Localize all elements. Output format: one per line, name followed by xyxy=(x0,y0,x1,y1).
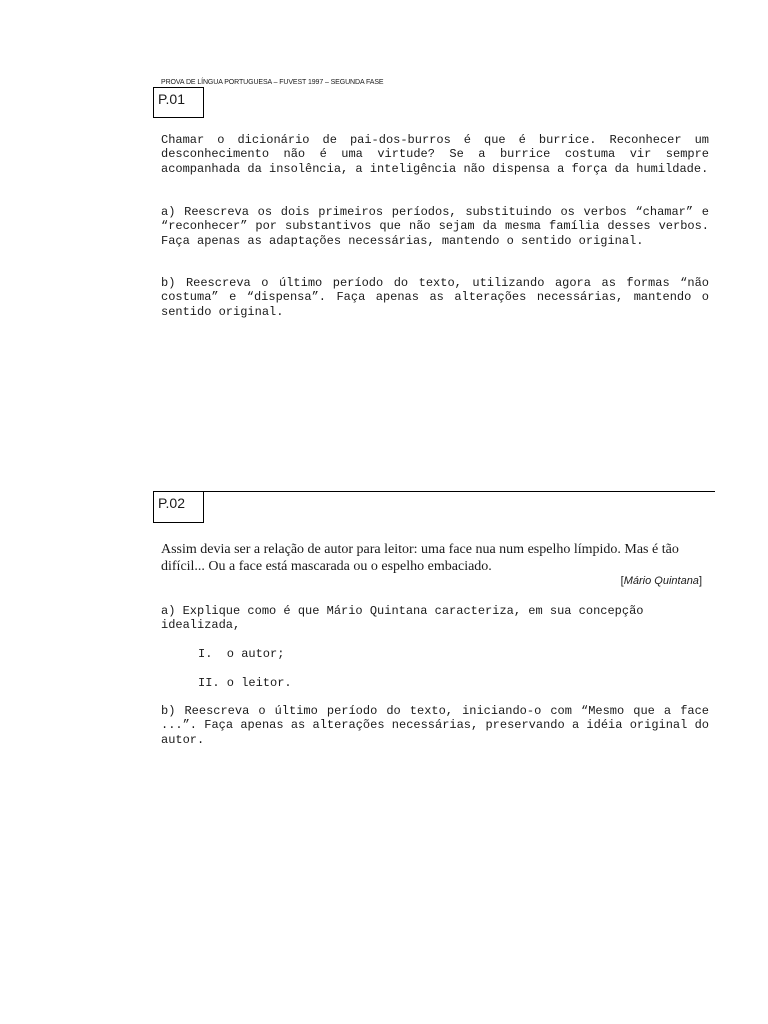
section-divider xyxy=(203,491,715,492)
quote-author: [Mário Quintana] xyxy=(620,575,702,587)
subitem-ii: II. o leitor. xyxy=(198,676,292,690)
question-item-a: a) Reescreva os dois primeiros períodos, substituindo os verbos “chamar” e “reconhecer” por substantivos que não sejam da mesma família desses verbos. Faça apenas as adaptações necessárias, mantendo o sentido original. xyxy=(161,205,709,248)
question-number-box: P.02 xyxy=(153,491,204,523)
question-item-a: a) Explique como é que Mário Quintana caracteriza, em sua concepção idealizada, xyxy=(161,604,644,633)
author-name: Mário Quintana xyxy=(623,575,699,587)
question-text: Chamar o dicionário de pai-dos-burros é que é burrice. Reconhecer um desconhecimento não é uma virtude? Se a burrice costuma vir sempre acompanhada da insolência, a inteligência não dispensa a força da humildade. xyxy=(161,133,709,176)
question-item-b: b) Reescreva o último período do texto, iniciando-o com “Mesmo que a face ...”. Faça apenas as alterações necessárias, preservando a idéia original do autor. xyxy=(161,704,709,747)
question-item-b: b) Reescreva o último período do texto, utilizando agora as formas “não costuma” e “dispensa”. Faça apenas as alterações necessárias, mantendo o sentido original. xyxy=(161,276,709,319)
exam-header: PROVA DE LÍNGUA PORTUGUESA – FUVEST 1997 – SEGUNDA FASE xyxy=(161,79,384,86)
subitem-i: I. o autor; xyxy=(198,647,285,661)
question-number-box: P.01 xyxy=(153,87,204,118)
quote-text: Assim devia ser a relação de autor para leitor: uma face nua num espelho límpido. Mas é tão difícil... Ou a face está mascarada ou o espelho embaciado. xyxy=(161,542,679,574)
